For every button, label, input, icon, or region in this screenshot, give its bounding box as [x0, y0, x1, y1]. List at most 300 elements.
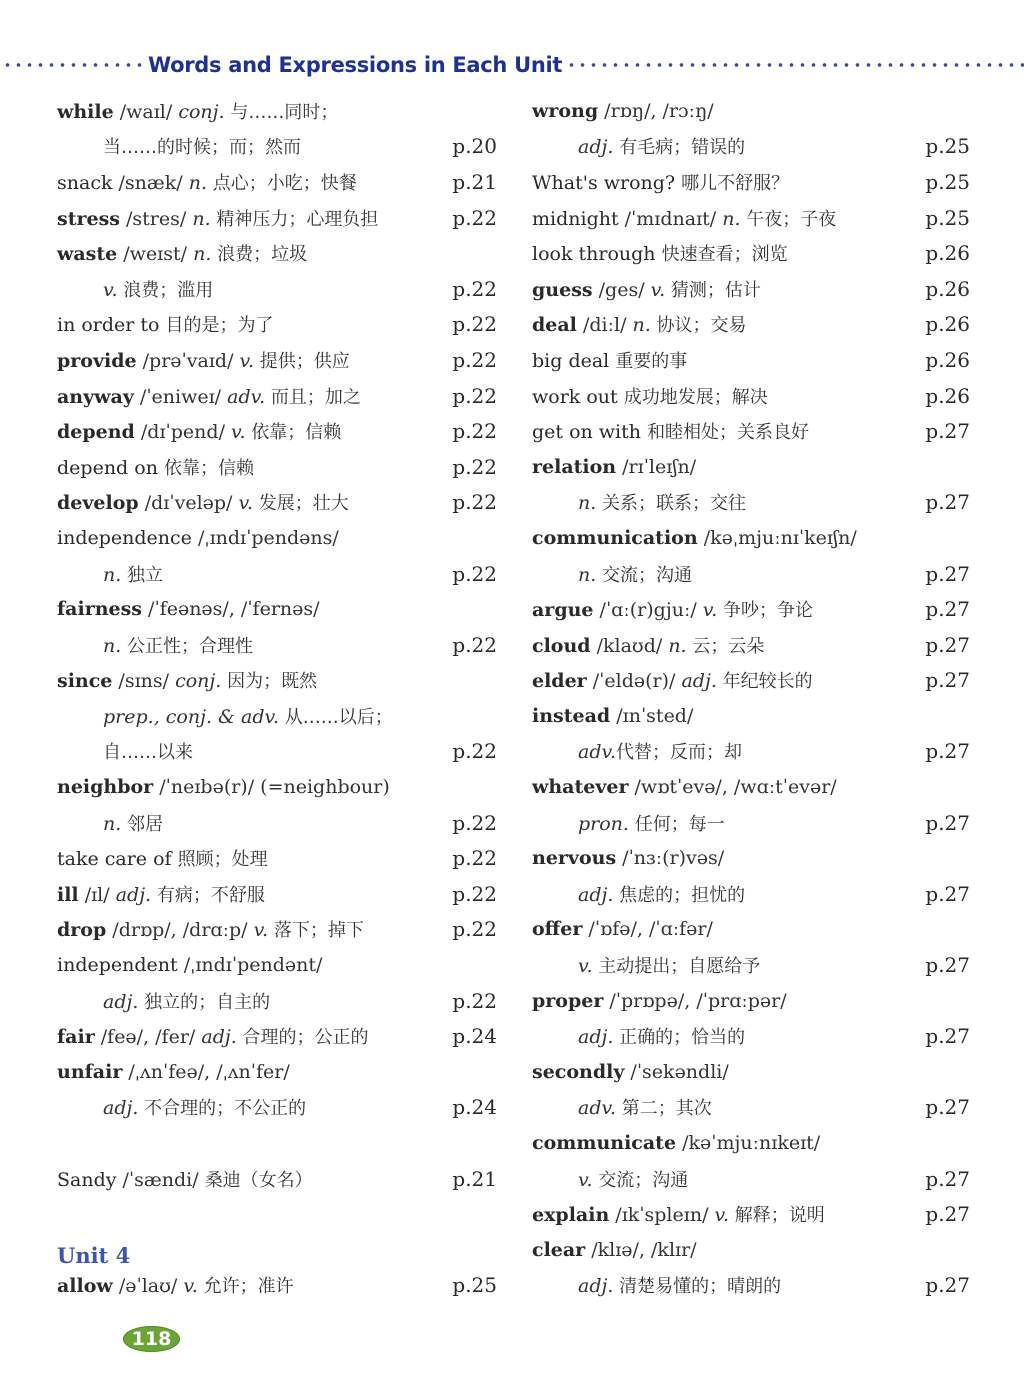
headword: whatever: [532, 776, 629, 799]
chinese-meaning: 落下；掉下: [268, 920, 364, 942]
entry-text: [57, 598, 320, 620]
phonetic: /ˈɒfə/, /ˈɑːfər/: [582, 918, 713, 941]
headword: elder: [532, 670, 587, 693]
headword: Sandy: [57, 1168, 117, 1191]
page-reference: p.22: [452, 454, 497, 479]
vocab-entry: [532, 698, 970, 734]
headword: stress: [57, 207, 120, 230]
headword: relation: [532, 455, 617, 478]
entry-text: [57, 632, 253, 658]
phonetic: /ɪl/: [78, 883, 116, 906]
phonetic: /rɪˈleɪʃn/: [616, 455, 697, 478]
phonetic: /prəˈvaɪd/: [136, 349, 240, 372]
part-of-speech: prep., conj. & adv.: [103, 705, 280, 728]
entry-text: [57, 1166, 313, 1192]
part-of-speech: v.: [183, 1275, 198, 1298]
headword: drop: [57, 919, 107, 942]
phonetic: /kəˌmjuːnɪˈkeɪʃn/: [697, 526, 857, 549]
headword: snack: [57, 171, 113, 194]
page-reference: p.27: [925, 1273, 970, 1298]
chinese-meaning: 协议；交易: [650, 315, 747, 337]
entry-text: [532, 240, 788, 266]
part-of-speech: pron.: [578, 812, 629, 835]
vocab-entry: [57, 1161, 497, 1197]
entry-continuation: [532, 1090, 970, 1126]
section-header: [0, 50, 1024, 80]
phonetic: /əˈlaʊ/: [112, 1275, 184, 1298]
page-reference: p.27: [925, 668, 970, 693]
part-of-speech: adj.: [201, 1026, 237, 1049]
page-reference: p.22: [452, 739, 497, 764]
entry-continuation: [532, 485, 970, 521]
chinese-meaning: 交流；沟通: [596, 564, 693, 586]
entry-text: [57, 1272, 294, 1298]
part-of-speech: adv.: [578, 741, 617, 764]
part-of-speech: v.: [650, 278, 666, 301]
entry-text: [57, 383, 361, 409]
vocab-entry: [532, 449, 970, 485]
page-reference: p.27: [925, 739, 970, 764]
page-reference: p.22: [452, 419, 497, 444]
entry-text: [532, 1094, 712, 1120]
entry-text: [532, 1201, 825, 1227]
entry-continuation: [532, 556, 970, 592]
entry-text: [532, 489, 746, 515]
phonetic: /stres/: [119, 207, 193, 230]
vocab-entry: [532, 983, 970, 1019]
phonetic: /feə/, /fer/: [94, 1026, 202, 1049]
page-reference: p.27: [925, 1202, 970, 1227]
phonetic: /ˈneɪbə(r)/ (=neighbour): [153, 776, 390, 799]
part-of-speech: n.: [193, 243, 212, 266]
chinese-meaning: 与……同时；: [224, 101, 339, 123]
headword: offer: [532, 918, 583, 941]
part-of-speech: v.: [578, 955, 593, 978]
page-reference: p.22: [452, 632, 497, 657]
page-reference: p.20: [452, 134, 497, 159]
entry-continuation: [532, 876, 970, 912]
vocab-entry: [57, 485, 497, 521]
page-reference: p.27: [925, 632, 970, 657]
phonetic: /ˈɑː(r)gjuː/: [593, 599, 703, 622]
phonetic: /ˈmɪdnaɪt/: [618, 207, 723, 230]
vocab-entry: [57, 876, 497, 912]
page-reference: p.22: [452, 347, 497, 372]
chinese-meaning: 当……的时候；而；然而: [103, 137, 301, 159]
chinese-meaning: 而且；加之: [265, 386, 361, 408]
part-of-speech: adj.: [681, 670, 717, 693]
page-reference: p.22: [452, 561, 497, 586]
entry-text: [532, 561, 692, 587]
entry-continuation: [532, 1018, 970, 1054]
headword: anyway: [57, 385, 134, 408]
entry-continuation: [532, 734, 970, 770]
chinese-meaning: 从……以后；: [279, 706, 393, 728]
entry-text: [532, 276, 761, 302]
vocabulary-column-left: [57, 93, 497, 1303]
entry-text: [532, 918, 713, 940]
chinese-meaning: 正确的；恰当的: [613, 1027, 746, 1049]
entry-text: [532, 847, 724, 869]
vocab-entry: [532, 342, 970, 378]
chinese-meaning: 成功地发展；解决: [623, 386, 768, 408]
entry-text: [57, 703, 393, 729]
chinese-meaning: 提供；供应: [254, 350, 350, 372]
entry-text: [532, 632, 764, 658]
part-of-speech: n.: [578, 492, 597, 515]
entry-continuation: [57, 805, 497, 841]
vocab-entry: [57, 769, 497, 805]
entry-continuation: [532, 129, 970, 165]
chinese-meaning: 独立: [121, 564, 164, 586]
chinese-meaning: 第二；其次: [616, 1098, 712, 1120]
vocab-entry: [532, 1125, 970, 1161]
part-of-speech: v.: [714, 1204, 730, 1227]
headword: while: [57, 100, 114, 123]
phonetic: /snæk/: [112, 171, 189, 194]
chinese-meaning: 公正性；合理性: [121, 635, 254, 657]
entry-text: [532, 810, 725, 836]
chinese-meaning: 和睦相处；关系良好: [647, 422, 810, 444]
headword: neighbor: [57, 776, 154, 799]
chinese-meaning: 快速查看；浏览: [661, 244, 788, 266]
entry-text: [57, 1094, 306, 1120]
dotted-rule-left: [2, 62, 144, 68]
vocab-entry: [57, 663, 497, 699]
entry-text: [57, 738, 193, 764]
entry-continuation: [532, 1268, 970, 1304]
page-reference: p.26: [925, 347, 970, 372]
vocab-entry: [57, 912, 497, 948]
part-of-speech: adv.: [227, 385, 266, 408]
part-of-speech: adj.: [578, 883, 614, 906]
headword: midnight: [532, 207, 619, 230]
entry-text: [532, 738, 742, 764]
phonetic: /dɪˈveləp/: [138, 492, 239, 515]
part-of-speech: v.: [103, 278, 118, 301]
chinese-meaning: 合理的；公正的: [236, 1027, 369, 1049]
part-of-speech: adj.: [103, 990, 139, 1013]
entry-text: [57, 1023, 369, 1049]
phonetic: /ˌʌnˈfeə/, /ˌʌnˈfer/: [122, 1060, 290, 1083]
vocab-entry: [532, 840, 970, 876]
chinese-meaning: 照顾；处理: [177, 849, 268, 871]
vocab-entry: [57, 449, 497, 485]
entry-text: [57, 916, 364, 942]
spacer: [57, 1125, 497, 1161]
entry-continuation: [57, 627, 497, 663]
vocab-entry: [532, 378, 970, 414]
vocab-entry: [532, 520, 970, 556]
page-reference: p.27: [925, 1095, 970, 1120]
entry-text: [57, 881, 265, 907]
entry-text: [57, 133, 301, 159]
vocab-entry: [532, 271, 970, 307]
chinese-meaning: 代替；反而；却: [616, 742, 743, 764]
vocab-entry: [57, 235, 497, 271]
entry-text: [532, 705, 693, 727]
phonetic: /dɪˈpend/: [134, 421, 232, 444]
entry-text: [57, 489, 349, 515]
part-of-speech: v.: [238, 492, 254, 515]
chinese-meaning: 哪儿不舒服？: [681, 172, 790, 194]
part-of-speech: adj.: [578, 136, 614, 159]
page-reference: p.21: [452, 169, 497, 194]
entry-continuation: [57, 983, 497, 1019]
part-of-speech: n.: [103, 812, 122, 835]
page-reference: p.26: [925, 241, 970, 266]
vocab-entry: [532, 663, 970, 699]
entry-text: [532, 1061, 729, 1083]
headword: argue: [532, 599, 594, 622]
entry-text: [57, 169, 357, 195]
entry-text: [532, 881, 745, 907]
entry-text: [57, 98, 338, 124]
part-of-speech: n.: [722, 207, 741, 230]
chinese-meaning: 浪费；滥用: [117, 279, 214, 301]
page-reference: p.22: [452, 490, 497, 515]
entry-text: [57, 527, 339, 549]
part-of-speech: n.: [192, 207, 211, 230]
chinese-meaning: 目的是；为了: [165, 315, 274, 337]
phonetic: /ˌɪndɪˈpendəns/: [191, 526, 339, 549]
entry-text: [57, 988, 270, 1014]
entry-text: [532, 1272, 781, 1298]
entry-continuation: [532, 1161, 970, 1197]
headword: explain: [532, 1204, 610, 1227]
entry-text: [532, 418, 809, 444]
chinese-meaning: 邻居: [121, 813, 164, 835]
vocab-entry: [57, 1054, 497, 1090]
part-of-speech: n.: [632, 314, 651, 337]
part-of-speech: v.: [231, 421, 246, 444]
entry-continuation: [57, 556, 497, 592]
headword: communicate: [532, 1132, 677, 1155]
headword: depend on: [57, 456, 158, 479]
page-reference: p.26: [925, 276, 970, 301]
phonetic: /weɪst/: [117, 243, 194, 266]
vocab-entry: [532, 1232, 970, 1268]
page-reference: p.22: [452, 276, 497, 301]
unit-heading: Unit 4: [57, 1242, 131, 1268]
entry-text: [57, 311, 274, 337]
vocab-entry: [57, 591, 497, 627]
headword: look through: [532, 243, 656, 266]
chinese-meaning: 独立的；自主的: [138, 991, 271, 1013]
vocab-entry: [57, 342, 497, 378]
entry-continuation: [57, 698, 497, 734]
spacer: [57, 1196, 497, 1232]
headword: nervous: [532, 847, 617, 870]
phonetic: /sɪns/: [112, 670, 176, 693]
headword: get on with: [532, 421, 642, 444]
entry-text: [532, 1023, 745, 1049]
headword: independent: [57, 954, 178, 977]
vocab-entry: [532, 200, 970, 236]
headword: since: [57, 670, 113, 693]
part-of-speech: n.: [578, 563, 597, 586]
entry-text: [57, 954, 322, 976]
part-of-speech: adj.: [578, 1275, 614, 1298]
page-reference: p.27: [925, 561, 970, 586]
entry-text: [57, 776, 390, 798]
part-of-speech: v.: [253, 919, 269, 942]
chinese-meaning: 依靠；信赖: [245, 422, 342, 444]
phonetic: /ges/: [592, 278, 651, 301]
chinese-meaning: 争吵；争论: [717, 600, 814, 622]
chinese-meaning: 清楚易懂的；晴朗的: [613, 1276, 782, 1298]
page-reference: p.21: [452, 1166, 497, 1191]
entry-text: [532, 527, 857, 549]
phonetic: /waɪl/: [113, 100, 179, 123]
chinese-meaning: 允许；准许: [197, 1276, 294, 1298]
entry-text: [532, 776, 837, 798]
vocab-entry: [57, 1268, 497, 1304]
entry-text: [57, 240, 307, 266]
page-reference: p.27: [925, 1166, 970, 1191]
page-reference: p.22: [452, 988, 497, 1013]
part-of-speech: conj.: [175, 670, 222, 693]
vocab-entry: [57, 413, 497, 449]
headword: instead: [532, 704, 611, 727]
entry-text: [57, 810, 163, 836]
vocab-entry: [532, 769, 970, 805]
entry-text: [532, 1166, 688, 1192]
page-reference: p.22: [452, 312, 497, 337]
page-reference: p.22: [452, 810, 497, 835]
chinese-meaning: 重要的事: [615, 350, 688, 372]
chinese-meaning: 自……以来: [103, 742, 193, 764]
entry-text: [532, 1239, 697, 1261]
phonetic: /ˈeldə(r)/: [586, 670, 682, 693]
part-of-speech: adv.: [578, 1097, 617, 1120]
part-of-speech: n.: [188, 171, 208, 194]
part-of-speech: adj.: [103, 1097, 139, 1120]
page-reference: p.25: [925, 134, 970, 159]
headword: allow: [57, 1275, 113, 1298]
page-reference: p.22: [452, 846, 497, 871]
headword: waste: [57, 243, 118, 266]
page-reference: p.25: [452, 1273, 497, 1298]
entry-text: [532, 456, 696, 478]
page-reference: p.27: [925, 881, 970, 906]
chinese-meaning: 任何；每一: [628, 813, 725, 835]
chinese-meaning: 依靠；信赖: [163, 457, 254, 479]
phonetic: /drɒp/, /drɑːp/: [106, 919, 254, 942]
page-reference: p.27: [925, 1024, 970, 1049]
part-of-speech: n.: [668, 634, 687, 657]
chinese-meaning: 焦虑的；担忧的: [613, 884, 746, 906]
entry-text: [57, 667, 317, 693]
dotted-rule-right: [566, 62, 1024, 68]
page-reference: p.26: [925, 383, 970, 408]
vocab-entry: [57, 164, 497, 200]
vocab-entry: [532, 164, 970, 200]
chinese-meaning: 点心；小吃；快餐: [207, 172, 357, 194]
page-number-badge: 118: [123, 1326, 180, 1352]
entry-text: [57, 276, 213, 302]
headword: provide: [57, 349, 137, 372]
page-reference: p.22: [452, 383, 497, 408]
headword: take care of: [57, 848, 172, 871]
phonetic: /klaʊd/: [590, 634, 669, 657]
phonetic: /ɪkˈspleɪn/: [609, 1204, 715, 1227]
headword: unfair: [57, 1060, 123, 1083]
phonetic: /wɒtˈevə/, /wɑːtˈevər/: [628, 776, 837, 799]
page-reference: p.27: [925, 597, 970, 622]
entry-text: [57, 561, 163, 587]
entry-continuation: [532, 947, 970, 983]
part-of-speech: adj.: [115, 883, 152, 906]
phonetic: /ˈsekəndli/: [624, 1060, 729, 1083]
headword: guess: [532, 278, 593, 301]
vocab-entry: [57, 378, 497, 414]
chinese-meaning: 因为；既然: [221, 671, 318, 693]
chinese-meaning: 有病；不舒服: [151, 884, 265, 906]
chinese-meaning: 年纪较长的: [716, 671, 813, 693]
vocab-entry: [57, 520, 497, 556]
vocab-entry: [57, 307, 497, 343]
entry-text: [532, 383, 768, 409]
vocab-entry: [532, 591, 970, 627]
vocab-entry: [57, 200, 497, 236]
entry-text: [57, 418, 341, 444]
headword: wrong: [532, 99, 599, 122]
chinese-meaning: 发展；壮大: [253, 493, 349, 515]
page-reference: p.27: [925, 490, 970, 515]
vocab-entry: [57, 947, 497, 983]
page-reference: p.22: [452, 205, 497, 230]
page-reference: p.24: [452, 1024, 497, 1049]
phonetic: /rɒŋ/, /rɔːŋ/: [598, 99, 714, 122]
chinese-meaning: 主动提出；自愿给予: [592, 956, 761, 978]
page-reference: p.25: [925, 169, 970, 194]
headword: communication: [532, 526, 698, 549]
page-reference: p.24: [452, 1095, 497, 1120]
vocabulary-column-right: [532, 93, 970, 1303]
phonetic: /ˈfeənəs/, /ˈfernəs/: [142, 598, 320, 621]
entry-continuation: [57, 1090, 497, 1126]
phonetic: /ˈsændi/: [116, 1168, 205, 1191]
entry-text: [532, 169, 789, 195]
headword: secondly: [532, 1060, 625, 1083]
page-reference: p.25: [925, 205, 970, 230]
chinese-meaning: 桑迪（女名）: [204, 1169, 313, 1191]
headword: work out: [532, 385, 618, 408]
part-of-speech: adj.: [578, 1026, 614, 1049]
phonetic: /ˈeniweɪ/: [133, 385, 228, 408]
phonetic: /kəˈmjuːnɪkeɪt/: [676, 1132, 821, 1155]
headword: independence: [57, 526, 192, 549]
vocab-entry: [532, 627, 970, 663]
entry-text: [532, 311, 747, 337]
vocab-entry: [57, 93, 497, 129]
headword: fairness: [57, 598, 143, 621]
vocab-entry: [532, 413, 970, 449]
vocab-entry: [532, 93, 970, 129]
headword: big deal: [532, 349, 610, 372]
vocab-entry: [532, 1054, 970, 1090]
entry-continuation: [532, 805, 970, 841]
entry-text: [57, 845, 268, 871]
page-reference: p.26: [925, 312, 970, 337]
part-of-speech: v.: [578, 1168, 593, 1191]
chinese-meaning: 午夜；子夜: [740, 208, 837, 230]
chinese-meaning: 不合理的；不公正的: [138, 1098, 307, 1120]
headword: ill: [57, 883, 79, 906]
chinese-meaning: 解释；说明: [729, 1205, 825, 1227]
headword: in order to: [57, 314, 160, 337]
